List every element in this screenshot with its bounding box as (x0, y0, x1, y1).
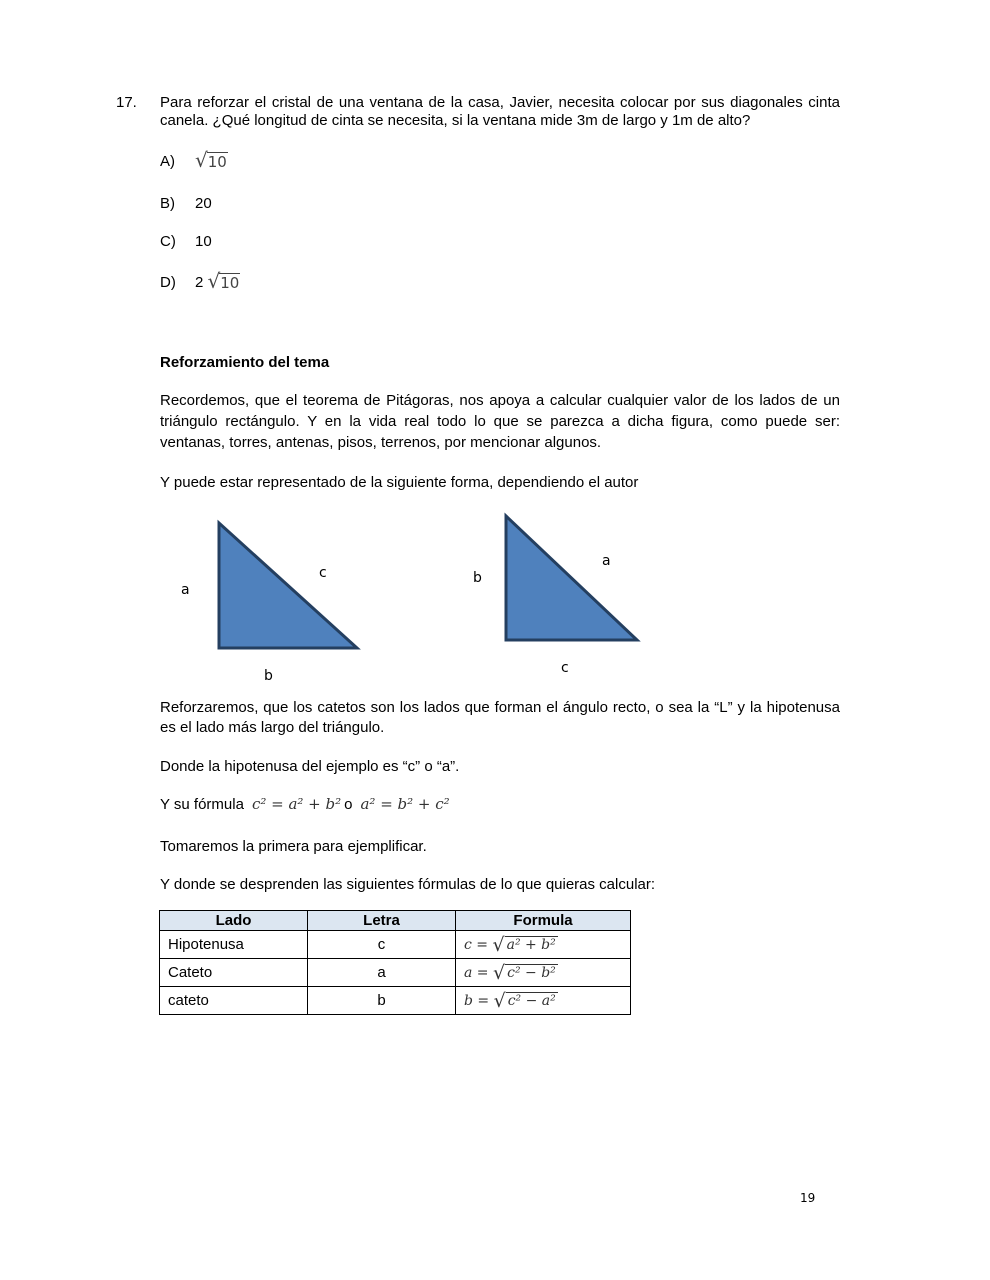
cell-formula: c = √ a² + b² (456, 931, 631, 959)
cell-formula: a = √ c² − b² (456, 959, 631, 987)
cell-lado: Hipotenusa (160, 931, 308, 959)
cell-formula: b = √ c² − a² (456, 987, 631, 1015)
triangles-figure (150, 505, 670, 700)
formula-prefix: Y su fórmula (160, 795, 244, 813)
table-row (160, 931, 631, 959)
paragraph-representation: Y puede estar representado de la siguiente forma, dependiendo el autor (160, 474, 639, 491)
option-a-value (195, 150, 228, 171)
cell-letra: b (308, 987, 456, 1015)
option-d-letter: D) (160, 274, 176, 291)
sqrt-symbol: √ 10 (207, 269, 240, 293)
right-triangle-label-hypotenuse: a (602, 553, 611, 569)
table-header-row (160, 911, 631, 931)
sqrt-symbol: √ 10 (195, 148, 227, 172)
section-title: Reforzamiento del tema (160, 354, 330, 371)
option-d-value (195, 271, 240, 295)
left-triangle-label-hypotenuse: c (319, 565, 327, 581)
triangle-right (506, 516, 637, 640)
cell-lado: Cateto (160, 959, 308, 987)
right-triangle-label-base: c (561, 660, 569, 676)
option-a-letter: A) (160, 153, 175, 170)
page-number: 19 (800, 1191, 816, 1205)
paragraph-hypotenuse: Donde la hipotenusa del ejemplo es “c” o “a”. (160, 758, 460, 775)
header-lado: Lado (160, 911, 308, 931)
header-formula: Formula (456, 911, 631, 931)
formulas-table (159, 910, 631, 1015)
option-b-value: 20 (195, 195, 212, 212)
paragraph-pitagoras: Recordemos, que el teorema de Pitágoras, nos apoya a calcular cualquier valor de los lados de un triángulo rectángulo. Y en la vida real todo lo que se parezca a dicha figura, como puede ser: ventanas, torres, antenas, pisos, terrenos, por mencionar algunos. (160, 392, 840, 451)
option-c-letter: C) (160, 233, 176, 250)
option-d-coefficient: 2 (195, 274, 204, 291)
header-letra: Letra (308, 911, 456, 931)
table-row (160, 987, 631, 1015)
formula-line (160, 795, 450, 813)
paragraph-catetos: Reforzaremos, que los catetos son los lados que forman el ángulo recto, o sea la “L” y la hipotenusa es el lado más largo del triángulo. (160, 699, 840, 736)
option-b-letter: B) (160, 195, 175, 212)
cell-letra: a (308, 959, 456, 987)
option-c-value: 10 (195, 233, 212, 250)
cell-letra: c (308, 931, 456, 959)
left-triangle-label-vertical: a (181, 582, 190, 598)
paragraph-first-example: Tomaremos la primera para ejemplificar. (160, 838, 427, 855)
formula-one: c² = a² + b² (251, 795, 342, 813)
left-triangle-label-base: b (264, 668, 273, 684)
question-number: 17. (116, 94, 137, 111)
formula-or: o (344, 795, 353, 813)
question-text: Para reforzar el cristal de una ventana de la casa, Javier, necesita colocar por sus diagonales cinta canela. ¿Qué longitud de cinta se necesita, si la ventana mide 3m de largo y 1m de alto? (160, 94, 840, 129)
cell-lado: cateto (160, 987, 308, 1015)
right-triangle-label-vertical: b (473, 570, 482, 586)
formula-two: a² = b² + c² (360, 795, 450, 813)
table-row (160, 959, 631, 987)
paragraph-formulas-intro: Y donde se desprenden las siguientes fórmulas de lo que quieras calcular: (160, 876, 656, 893)
triangle-left (219, 523, 357, 648)
